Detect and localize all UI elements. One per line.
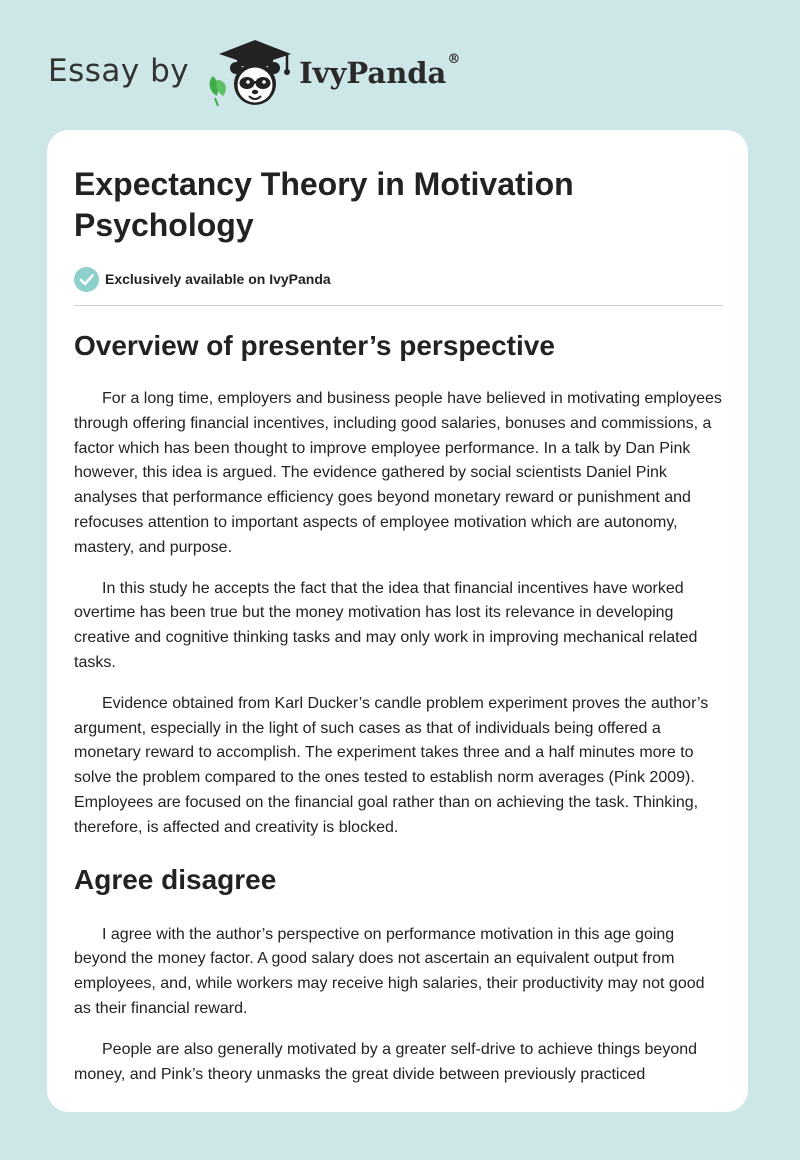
paragraph: In this study he accepts the fact that the idea that financial incentives have worked overtime has been true but the money motivation has lost its relevance in developing creative and cognitive thinking tasks and may only work in improving mechanical related tasks. bbox=[74, 579, 698, 671]
exclusive-badge bbox=[74, 266, 723, 292]
essay-by-label: Essay by bbox=[48, 53, 190, 89]
paragraph: I agree with the author’s perspective on performance motivation in this age going beyond the money factor. A good salary does not ascertain an equivalent output from employees, and, while workers may receive high salaries, their productivity may not good as their financial reward. bbox=[74, 925, 705, 1017]
essay-content bbox=[74, 164, 723, 1087]
essay-title: Expectancy Theory in Motivation Psychology bbox=[74, 166, 574, 243]
section-heading-agree-disagree: Agree disagree bbox=[74, 863, 277, 895]
title-divider bbox=[74, 305, 723, 306]
brand-name[interactable] bbox=[299, 52, 461, 90]
brand-text: IvyPanda bbox=[299, 56, 447, 90]
paragraph: People are also generally motivated by a greater self-drive to achieve things beyond money, and Pink’s theory unmasks the great divide between previously practiced bbox=[74, 1040, 698, 1083]
section-heading-overview: Overview of presenter’s perspective bbox=[74, 330, 555, 361]
registered-mark: ® bbox=[447, 52, 461, 67]
site-header bbox=[48, 36, 460, 108]
check-circle-icon bbox=[74, 267, 99, 292]
essay-card bbox=[47, 130, 748, 1112]
paragraph: Evidence obtained from Karl Ducker’s candle problem experiment proves the author’s argument, especially in the light of such cases as that of individuals being offered a monetary reward to accomplish. The experiment takes three and a half minutes more to solve the problem compared to the ones tested to establish norm averages (Pink 2009). Employees are focused on the financial goal rather than on achieving the task. Thinking, therefore, is affected and creativity is blocked. bbox=[74, 694, 709, 836]
exclusive-label: Exclusively available on IvyPanda bbox=[105, 271, 331, 287]
paragraph: For a long time, employers and business people have believed in motivating employees through offering financial incentives, including good salaries, bonuses and commissions, a factor which has been thought to improve employee performance. In a talk by Dan Pink however, this idea is argued. The evidence gathered by social scientists Daniel Pink analyses that performance efficiency goes beyond monetary reward or punishment and refocuses attention to important aspects of employee motivation which are autonomy, mastery, and purpose. bbox=[74, 390, 722, 556]
panda-graduate-logo-icon[interactable] bbox=[203, 36, 295, 108]
